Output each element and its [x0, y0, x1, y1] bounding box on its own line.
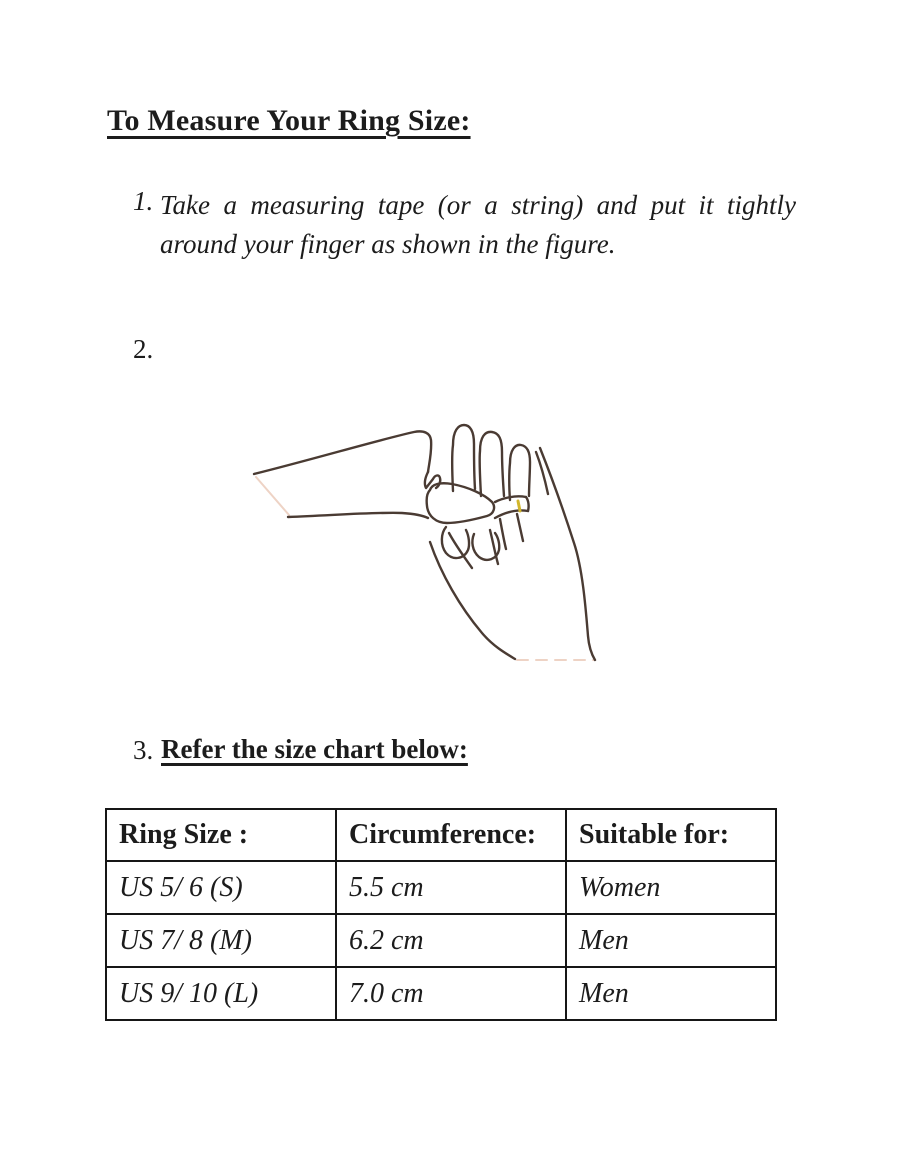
table-cell: Men: [566, 967, 776, 1020]
ring-finger-below-band: [500, 519, 506, 549]
ring-finger-below-band-2: [517, 514, 523, 541]
arm-top-edge: [254, 431, 431, 474]
size-chart-table: [105, 808, 777, 1021]
hand-ring-measurement-figure: [235, 403, 647, 671]
arm-bottom-edge: [288, 513, 428, 518]
table-cell: US 7/ 8 (M): [106, 914, 336, 967]
table-row: [106, 914, 776, 967]
curled-fingertip-2: [472, 533, 499, 560]
step-1-line2: around your finger as shown in the figure.: [160, 229, 616, 259]
index-finger: [452, 425, 475, 491]
hand-right-edge: [540, 448, 595, 660]
figure-cutlines: [256, 477, 594, 660]
palm-left-edge: [430, 542, 515, 659]
tape-mark: [518, 501, 520, 511]
size-chart-header-row: [106, 809, 776, 861]
step-1-line1: Take a measuring tape (or a string) and put it tightly: [160, 190, 796, 220]
table-cell: 5.5 cm: [336, 861, 566, 914]
step-2-number: 2.: [133, 334, 154, 364]
figure-linework: [254, 425, 595, 660]
table-cell: 6.2 cm: [336, 914, 566, 967]
outer-finger-edge: [536, 452, 548, 494]
step-3-label: Refer the size chart below:: [161, 734, 468, 764]
table-row: [106, 861, 776, 914]
page-title: To Measure Your Ring Size:: [107, 104, 471, 137]
step-1-number: 1.: [133, 186, 154, 216]
table-cell: US 9/ 10 (L): [106, 967, 336, 1020]
middle-finger: [480, 432, 504, 496]
table-cell: Women: [566, 861, 776, 914]
tape-band-bottom: [495, 510, 528, 518]
column-header-suitable-for: Suitable for:: [566, 809, 776, 861]
tape-band-end: [526, 497, 529, 511]
table-cell: US 5/ 6 (S): [106, 861, 336, 914]
thumb-outline: [427, 483, 494, 523]
ring-finger: [509, 445, 530, 500]
table-row: [106, 967, 776, 1020]
step-1-text: [160, 186, 796, 264]
step-3-number: 3.: [133, 735, 154, 765]
table-cell: 7.0 cm: [336, 967, 566, 1020]
column-header-circumference: Circumference:: [336, 809, 566, 861]
table-cell: Men: [566, 914, 776, 967]
column-header-ring-size: Ring Size :: [106, 809, 336, 861]
